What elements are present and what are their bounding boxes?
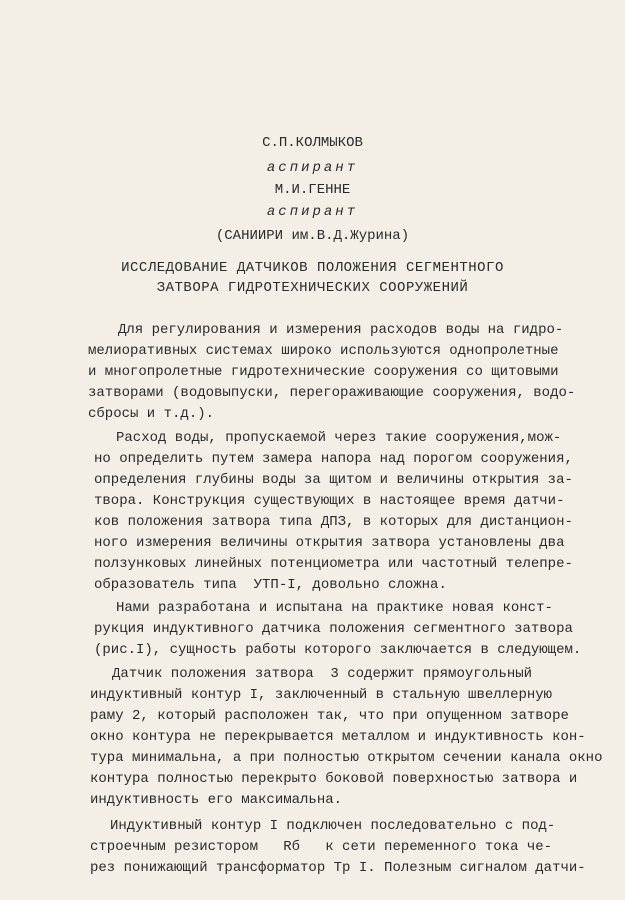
body-line: затворами (водовыпуски, перегораживающие сооружения, водо- bbox=[88, 385, 576, 401]
body-line: твора. Конструкция существующих в настоящее время датчи- bbox=[94, 493, 565, 509]
body-line: индуктивный контур I, заключенный в стальную швеллерную bbox=[90, 687, 553, 703]
body-line: определения глубины воды за щитом и величины открытия за- bbox=[94, 472, 573, 488]
body-line: сбросы и т.д.). bbox=[88, 406, 215, 422]
body-line: тура минимальна, а при полностью открытом сечении канала окно bbox=[90, 750, 603, 766]
body-line: окно контура не перекрывается металлом и индуктивность кон- bbox=[90, 729, 586, 745]
body-line: рез понижающий трансформатор Тр I. Полезным сигналом датчи- bbox=[90, 860, 586, 876]
body-line: рукция индуктивного датчика положения сегментного затвора bbox=[94, 621, 573, 637]
author-role-2: аспирант bbox=[266, 204, 359, 220]
body-line: но определить путем замера напора над порогом сооружения, bbox=[94, 451, 573, 467]
body-line: Индуктивный контур I подключен последовательно с под- bbox=[110, 818, 556, 834]
paper-title-line-2: ЗАТВОРА ГИДРОТЕХНИЧЕСКИХ СООРУЖЕНИЙ bbox=[156, 280, 469, 296]
body-line: ползунковых линейных потенциометра или частотный телепре- bbox=[94, 556, 573, 572]
body-line: (рис.I), сущность работы которого заключается в следующем. bbox=[94, 642, 582, 658]
author-name-2: М.И.ГЕННЕ bbox=[274, 182, 351, 198]
body-line: ков положения затвора типа ДПЗ, в которых для дистанцион- bbox=[94, 514, 573, 530]
body-line: Расход воды, пропускаемой через такие сооружения,мож- bbox=[116, 430, 562, 446]
body-line: Датчик положения затвора 3 содержит прямоугольный bbox=[112, 666, 533, 682]
body-line: Для регулирования и измерения расходов воды на гидро- bbox=[118, 322, 564, 338]
body-line: Нами разработана и испытана на практике новая конст- bbox=[116, 600, 553, 616]
body-line: раму 2, который расположен так, что при опущенном затворе bbox=[90, 708, 569, 724]
body-line: ного измерения величины открытия затвора установлены два bbox=[94, 535, 565, 551]
author-name-1: С.П.КОЛМЫКОВ bbox=[262, 135, 363, 151]
body-line: и многопролетные гидротехнические сооружения со щитовыми bbox=[88, 364, 559, 380]
institution: (САНИИРИ им.В.Д.Журина) bbox=[215, 228, 410, 244]
paper-title-line-1: ИССЛЕДОВАНИЕ ДАТЧИКОВ ПОЛОЖЕНИЯ СЕГМЕНТНОГО bbox=[121, 260, 504, 276]
body-line: образователь типа УТП-I, довольно сложна. bbox=[94, 577, 447, 593]
body-line: мелиоративных системах широко используются однопролетные bbox=[88, 343, 559, 359]
body-line: строечным резистором Rб к сети переменного тока че- bbox=[90, 839, 553, 855]
body-line: контура полностью перекрыто боковой поверхностью затвора и bbox=[90, 771, 578, 787]
author-role-1: аспирант bbox=[266, 160, 359, 176]
body-line: индуктивность его максимальна. bbox=[90, 792, 343, 808]
